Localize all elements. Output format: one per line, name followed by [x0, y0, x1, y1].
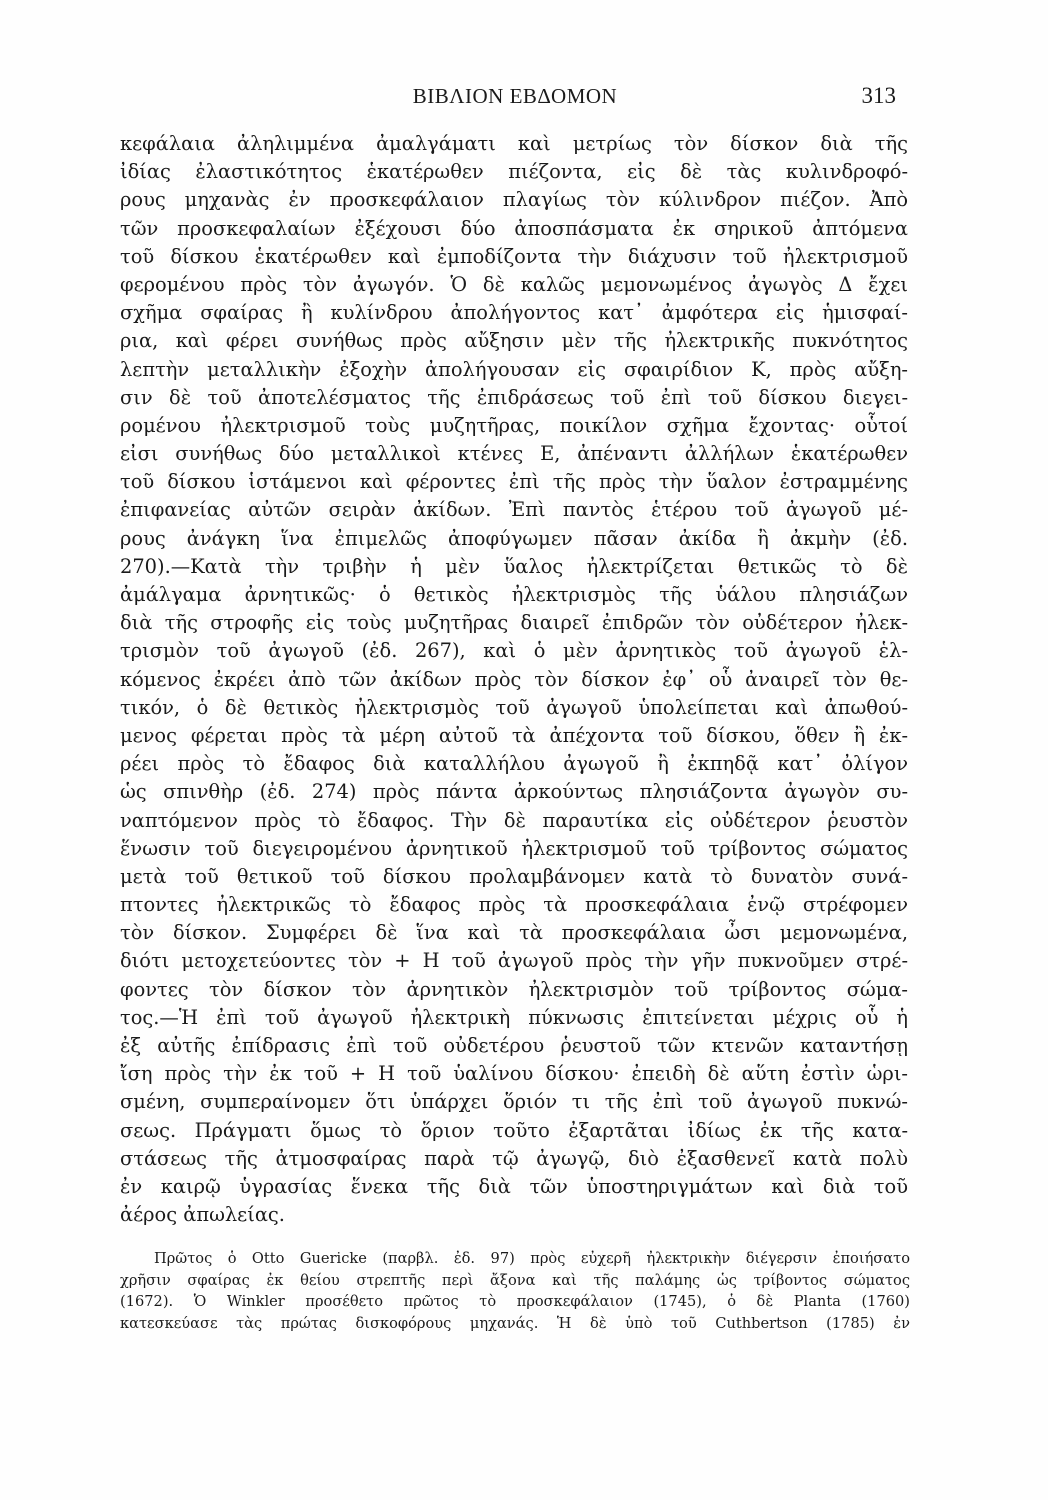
- page-header: [120, 84, 910, 118]
- text-line: ρια, καὶ φέρει συνήθως πρὸς αὔξησιν μὲν τῆς ἠλεκτρικῆς πυκνότητος: [120, 329, 908, 353]
- text-line: τὸν δίσκον. Συμφέρει δὲ ἵνα καὶ τὰ προσκεφάλαια ὦσι μεμονωμένα,: [120, 921, 908, 945]
- text-line: ἀμάλγαμα ἀρνητικῶς· ὁ θετικὸς ἠλεκτρισμὸς τῆς ὑάλου πλησιάζων: [120, 583, 908, 606]
- text-line: μετὰ τοῦ θετικοῦ τοῦ δίσκου προλαμβάνομεν κατὰ τὸ δυνατὸν συνά-: [120, 864, 908, 888]
- footnote-line: χρῆσιν σφαίρας ἐκ θείου στρεπτῆς περὶ ἄξονα καὶ τῆς παλάμης ὡς τρίβοντος σώματος: [120, 1271, 910, 1289]
- text-line: εἰσι συνήθως δύο μεταλλικοὶ κτένες Ε, ἀπέναντι ἀλλήλων ἑκατέρωθεν: [120, 442, 908, 466]
- text-line: ναπτόμενον πρὸς τὸ ἔδαφος. Τὴν δὲ παραυτίκα εἰς οὐδέτερον ῥευστὸν: [120, 808, 908, 832]
- text-line: ρους μηχανὰς ἐν προσκεφάλαιον πλαγίως τὸν κύλινδρον πιέζον. Ἀπὸ: [120, 188, 908, 212]
- text-line: φοντες τὸν δίσκον τὸν ἀρνητικὸν ἠλεκτρισμὸν τοῦ τρίβοντος σώμα-: [120, 977, 908, 1001]
- text-line: τικόν, ὁ δὲ θετικὸς ἠλεκτρισμὸς τοῦ ἀγωγοῦ ὑπολείπεται καὶ ἀπωθού-: [120, 695, 908, 719]
- footnote-line: κατεσκεύασε τὰς πρώτας δισκοφόρους μηχανάς. Ἡ δὲ ὑπὸ τοῦ Cuthbertson (1785) ἐν: [120, 1314, 910, 1332]
- text-line: ρομένου ἠλεκτρισμοῦ τοὺς μυζητῆρας, ποικίλον σχῆμα ἔχοντας· οὗτοί: [120, 413, 908, 437]
- text-line: τῶν προσκεφαλαίων ἐξέχουσι δύο ἀποσπάσματα ἐκ σηρικοῦ ἀπτόμενα: [120, 216, 908, 240]
- text-line: ὡς σπινθὴρ (ἐδ. 274) πρὸς πάντα ἀρκούντως πλησιάζοντα ἀγωγὸν συ-: [120, 780, 908, 804]
- footnote: [120, 1248, 910, 1334]
- text-line: τοῦ δίσκου ἑκατέρωθεν καὶ ἐμποδίζοντα τὴν διάχυσιν τοῦ ἠλεκτρισμοῦ: [120, 244, 908, 268]
- text-line: ρους ἀνάγκη ἵνα ἐπιμελῶς ἀποφύγωμεν πᾶσαν ἀκίδα ἢ ἀκμὴν (ἐδ.: [120, 526, 908, 550]
- footnote-line: Πρῶτος ὁ Otto Guericke (παρβλ. ἐδ. 97) πρὸς εὐχερῆ ἠλεκτρικὴν διέγερσιν ἐποιήσατο: [154, 1250, 910, 1267]
- text-line: κεφάλαια ἀληλιμμένα ἀμαλγάματι καὶ μετρίως τὸν δίσκον διὰ τῆς: [120, 132, 908, 155]
- text-line: σχῆμα σφαίρας ἢ κυλίνδρου ἀπολήγοντος κατ᾽ ἀμφότερα εἰς ἡμισφαί-: [120, 301, 908, 325]
- text-line: τοῦ δίσκου ἱστάμενοι καὶ φέροντες ἐπὶ τῆς πρὸς τὴν ὕαλον ἐστραμμένης: [120, 470, 908, 494]
- text-line: σιν δὲ τοῦ ἀποτελέσματος τῆς ἐπιδράσεως τοῦ ἐπὶ τοῦ δίσκου διεγει-: [120, 385, 908, 409]
- running-title: ΒΙΒΛΙΟΝ ΕΒΔΟΜΟΝ: [412, 84, 618, 108]
- page-number: 313: [861, 83, 896, 108]
- text-line: τος.—Ἡ ἐπὶ τοῦ ἀγωγοῦ ἠλεκτρικὴ πύκνωσις ἐπιτείνεται μέχρις οὗ ἡ: [120, 1005, 908, 1029]
- text-line: σεως. Πράγματι ὅμως τὸ ὅριον τοῦτο ἐξαρτᾶται ἰδίως ἐκ τῆς κατα-: [120, 1118, 908, 1142]
- text-line: σμένη, συμπεραίνομεν ὅτι ὑπάρχει ὅριόν τι τῆς ἐπὶ τοῦ ἀγωγοῦ πυκνώ-: [120, 1090, 908, 1114]
- text-line: φερομένου πρὸς τὸν ἀγωγόν. Ὁ δὲ καλῶς μεμονωμένος ἀγωγὸς Δ ἔχει: [120, 272, 908, 296]
- text-line: κόμενος ἐκρέει ἀπὸ τῶν ἀκίδων πρὸς τὸν δίσκον ἐφ᾽ οὗ ἀναιρεῖ τὸν θε-: [120, 667, 908, 691]
- text-line: διὰ τῆς στροφῆς εἰς τοὺς μυζητῆρας διαιρεῖ ἐπιδρῶν τὸν οὐδέτερον ἠλεκ-: [120, 611, 908, 635]
- text-line: λεπτὴν μεταλλικὴν ἐξοχὴν ἀπολήγουσαν εἰς σφαιρίδιον Κ, πρὸς αὔξη-: [120, 357, 908, 381]
- text-line: ἰδίας ἐλαστικότητος ἑκατέρωθεν πιέζοντα, εἰς δὲ τὰς κυλινδροφό-: [120, 160, 908, 184]
- text-line: ἐξ αὐτῆς ἐπίδρασις ἐπὶ τοῦ οὐδετέρου ῥευστοῦ τῶν κτενῶν καταντήσῃ: [120, 1034, 908, 1057]
- text-line: ἀέρος ἀπωλείας.: [120, 1203, 285, 1227]
- text-line: ἐν καιρῷ ὑγρασίας ἕνεκα τῆς διὰ τῶν ὑποστηριγμάτων καὶ διὰ τοῦ: [120, 1174, 908, 1198]
- text-line: πτοντες ἠλεκτρικῶς τὸ ἔδαφος πρὸς τὰ προσκεφάλαια ἐνῷ στρέφομεν: [120, 893, 908, 917]
- text-line: ἐπιφανείας αὐτῶν σειρὰν ἀκίδων. Ἐπὶ παντὸς ἑτέρου τοῦ ἀγωγοῦ μέ-: [120, 498, 908, 522]
- text-line: διότι μετοχετεύοντες τὸν + Η τοῦ ἀγωγοῦ πρὸς τὴν γῆν πυκνοῦμεν στρέ-: [120, 949, 908, 973]
- text-line: στάσεως τῆς ἀτμοσφαίρας παρὰ τῷ ἀγωγῷ, διὸ ἐξασθενεῖ κατὰ πολὺ: [120, 1146, 908, 1170]
- text-line: ρέει πρὸς τὸ ἔδαφος διὰ καταλλήλου ἀγωγοῦ ἢ ἐκπηδᾷ κατ᾽ ὀλίγον: [120, 752, 908, 776]
- main-text: [120, 130, 908, 1229]
- text-line: μενος φέρεται πρὸς τὰ μέρη αὐτοῦ τὰ ἀπέχοντα τοῦ δίσκου, ὅθεν ἢ ἐκ-: [120, 723, 908, 747]
- text-line: τρισμὸν τοῦ ἀγωγοῦ (ἐδ. 267), καὶ ὁ μὲν ἀρνητικὸς τοῦ ἀγωγοῦ ἑλ-: [120, 639, 908, 663]
- text-line: ἕνωσιν τοῦ διεγειρομένου ἀρνητικοῦ ἠλεκτρισμοῦ τοῦ τρίβοντος σώματος: [120, 836, 908, 860]
- text-line: 270).—Κατὰ τὴν τριβὴν ἡ μὲν ὕαλος ἠλεκτρίζεται θετικῶς τὸ δὲ: [120, 554, 908, 578]
- footnote-line: (1672). Ὁ Winkler προσέθετο πρῶτος τὸ προσκεφάλαιον (1745), ὁ δὲ Planta (1760): [120, 1293, 910, 1310]
- text-line: ἴση πρὸς τὴν ἐκ τοῦ + Η τοῦ ὑαλίνου δίσκου· ἐπειδὴ δὲ αὕτη ἐστὶν ὡρι-: [120, 1062, 908, 1086]
